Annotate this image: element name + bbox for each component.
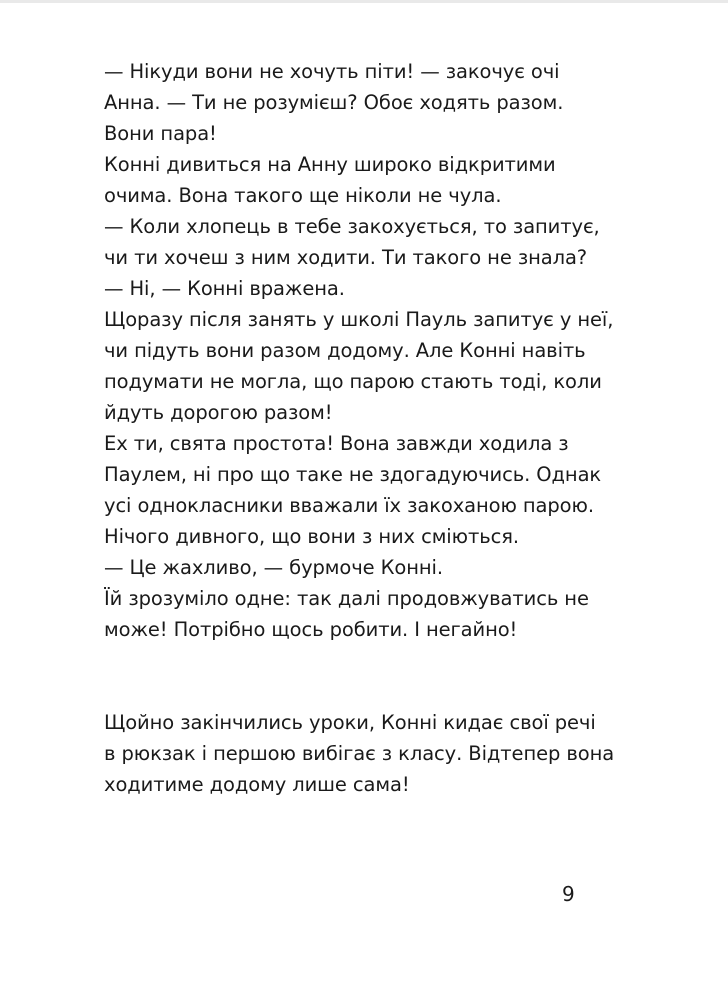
text-line: Щойно закінчились уроки, Конні кидає свої речі bbox=[104, 711, 596, 734]
text-line: Ех ти, свята простота! Вона завжди ходила з bbox=[104, 432, 569, 455]
text-line: Конні дивиться на Анну широко відкритими bbox=[104, 153, 556, 176]
text-block-ending bbox=[104, 707, 615, 800]
text-line: — Це жахливо, — бурмоче Конні. bbox=[104, 556, 443, 579]
text-line: чи ти хочеш з ним ходити. Ти такого не знала? bbox=[104, 246, 588, 269]
text-line: подумати не могла, що парою стають тоді, коли bbox=[104, 370, 602, 393]
text-line: чи підуть вони разом додому. Але Конні навіть bbox=[104, 339, 586, 362]
text-line: ходитиме додому лише сама! bbox=[104, 773, 410, 796]
text-line: — Коли хлопець в тебе закохується, то запитує, bbox=[104, 215, 600, 238]
text-line: усі однокласники вважали їх закоханою парою. bbox=[104, 494, 594, 517]
text-line: йдуть дорогою разом! bbox=[104, 401, 333, 424]
page-body bbox=[104, 56, 615, 800]
text-line: Анна. — Ти не розумієш? Обоє ходять разом. bbox=[104, 91, 564, 114]
text-line: Нічого дивного, що вони з них сміються. bbox=[104, 525, 519, 548]
text-line: в рюкзак і першою вибігає з класу. Відтепер вона bbox=[104, 742, 615, 765]
text-line: Паулем, ні про що таке не здогадуючись. Однак bbox=[104, 463, 602, 486]
text-block-dialogue bbox=[104, 56, 614, 645]
text-line: Їй зрозуміло одне: так далі продовжуватись не bbox=[104, 587, 589, 610]
text-line: — Ні, — Конні вражена. bbox=[104, 277, 345, 300]
text-line: Вони пара! bbox=[104, 122, 217, 145]
text-line: може! Потрібно щось робити. І негайно! bbox=[104, 618, 518, 641]
text-line: очима. Вона такого ще ніколи не чула. bbox=[104, 184, 502, 207]
page-number: 9 bbox=[562, 882, 575, 906]
text-line: — Нікуди вони не хочуть піти! — закочує очі bbox=[104, 60, 560, 83]
page-top-edge bbox=[0, 0, 728, 3]
text-line: Щоразу після занять у школі Пауль запитує у неї, bbox=[104, 308, 614, 331]
